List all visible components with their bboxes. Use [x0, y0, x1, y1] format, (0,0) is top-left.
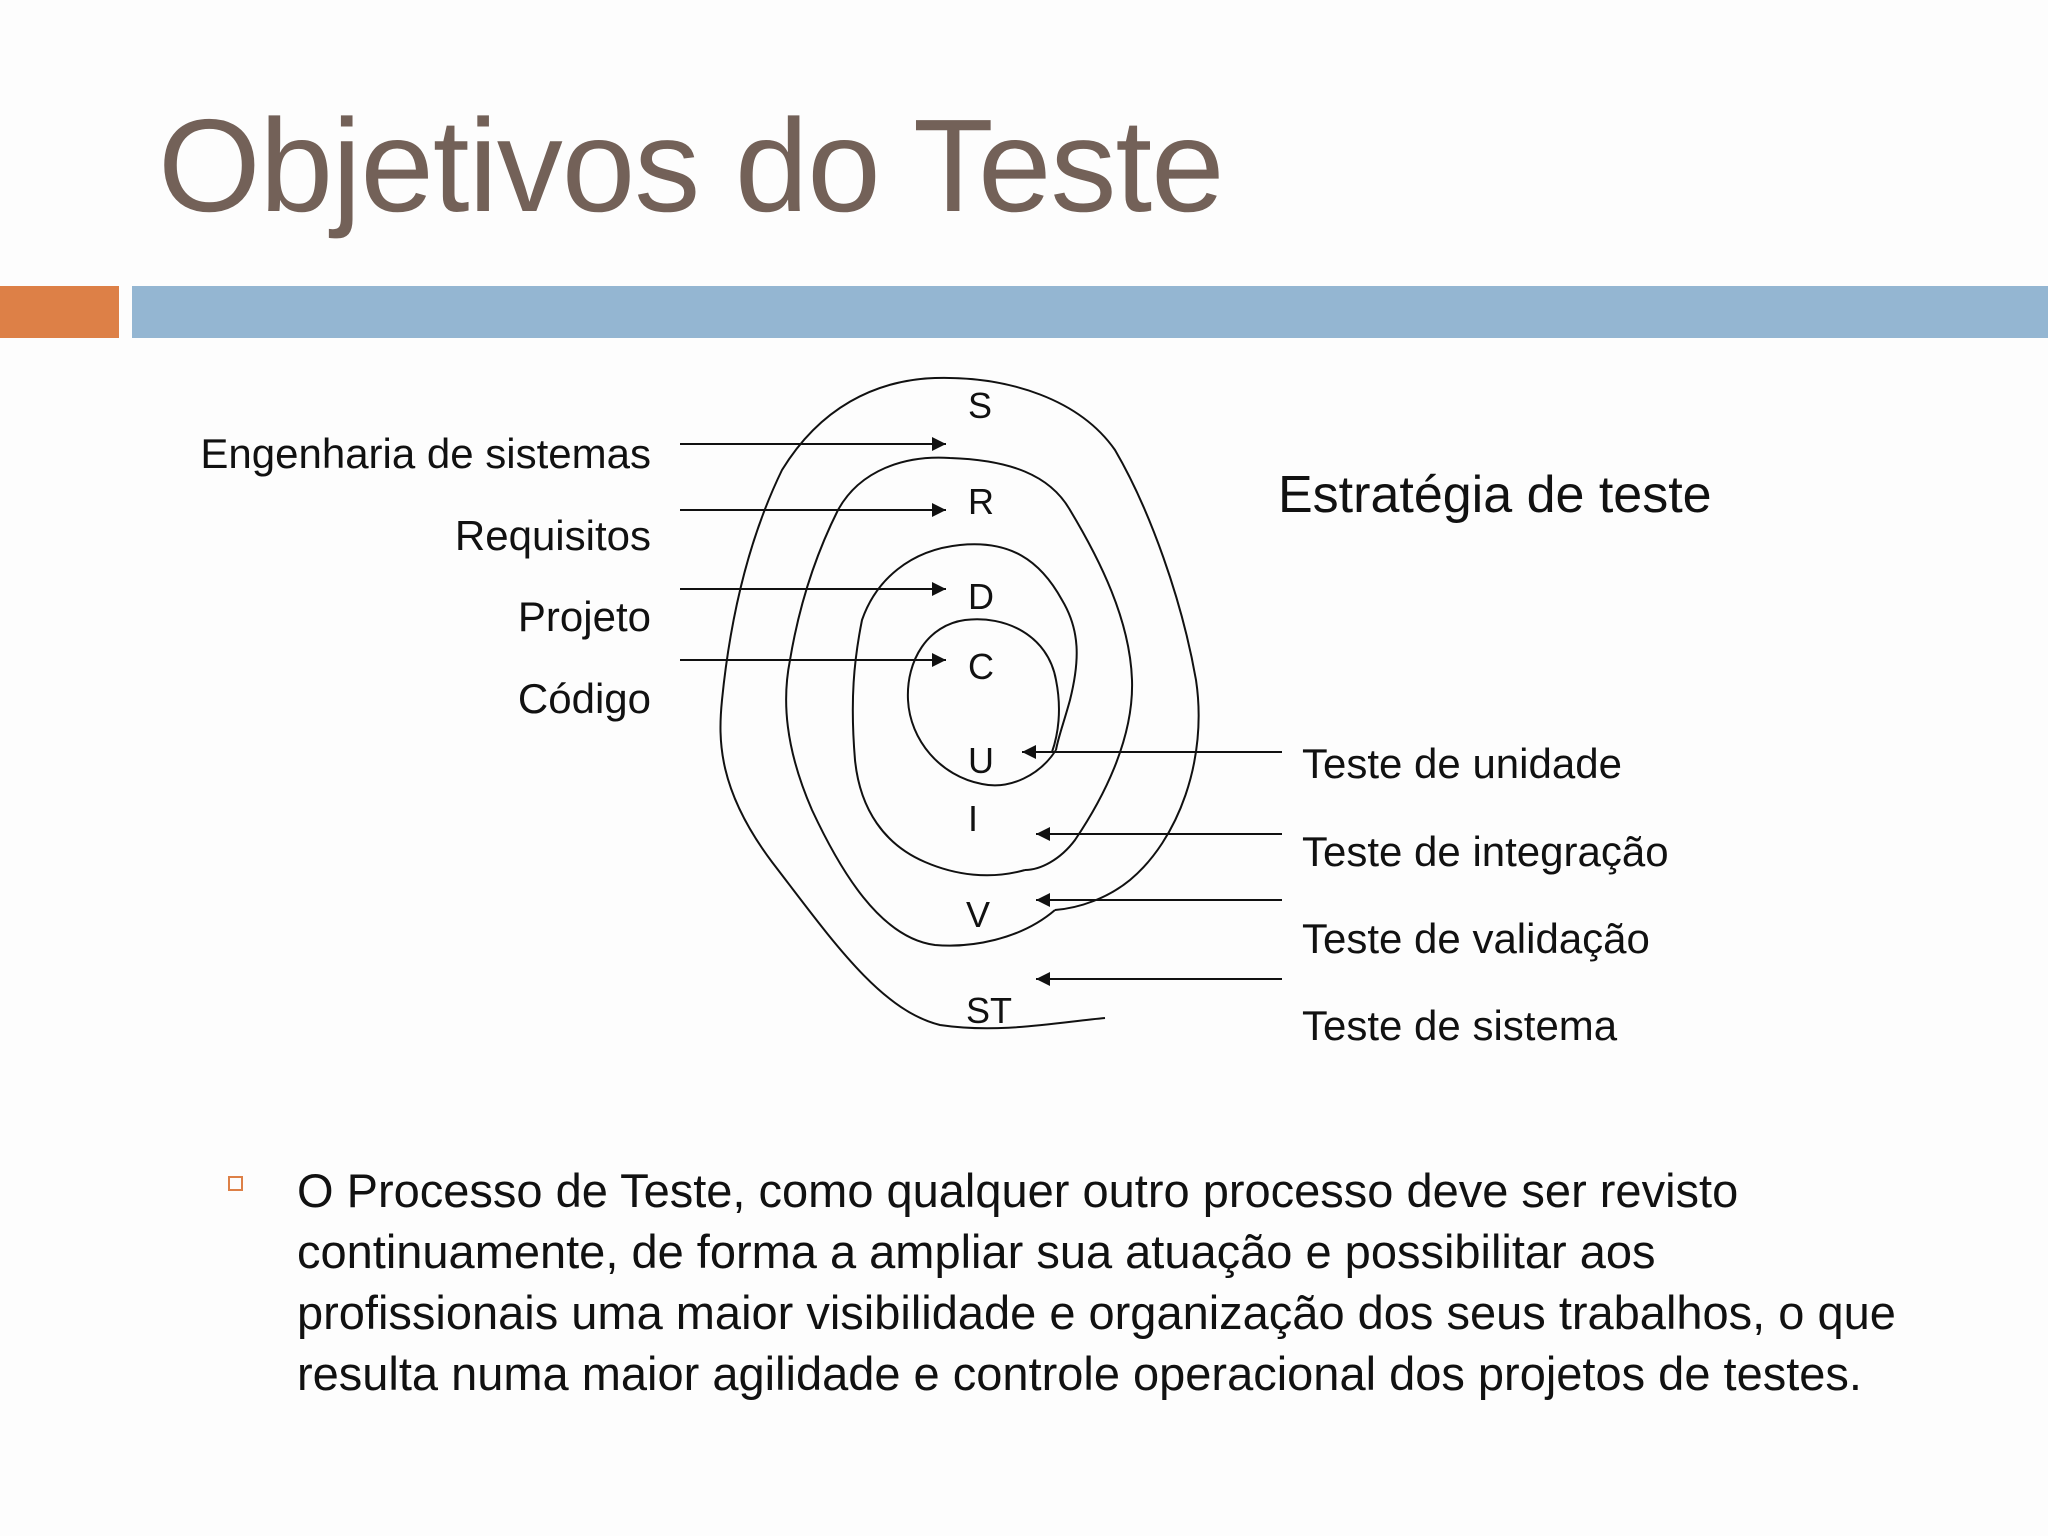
label-teste-unidade: Teste de unidade [1302, 740, 1622, 787]
letter-s: S [968, 385, 993, 426]
label-teste-validacao: Teste de validação [1302, 915, 1650, 962]
strategy-title: Estratégia de teste [1278, 466, 1712, 524]
spiral-third-loop [853, 544, 1077, 875]
slide-title: Objetivos do Teste [158, 92, 1224, 239]
label-teste-integracao: Teste de integração [1302, 828, 1669, 875]
header-bar [132, 286, 2048, 338]
test-strategy-spiral-diagram [0, 340, 2048, 1100]
label-requisitos: Requisitos [454, 512, 651, 559]
letter-r: R [968, 481, 994, 522]
letter-v: V [966, 894, 991, 935]
letter-st: ST [966, 990, 1013, 1031]
letter-d: D [968, 576, 994, 617]
label-teste-sistema: Teste de sistema [1302, 1002, 1618, 1049]
square-bullet-icon [228, 1176, 243, 1191]
bullet-text: O Processo de Teste, como qualquer outro processo deve ser revisto continuamente, de forma a ampliar sua atuação e possibilitar aos profissionais uma maior visibilidade e organização dos seus trabalhos, o que resulta numa maior agilidade e controle operacional dos projetos de testes. [297, 1164, 1896, 1400]
letter-u: U [968, 740, 994, 781]
accent-bar [0, 286, 119, 338]
label-projeto: Projeto [517, 593, 651, 640]
label-engenharia: Engenharia de sistemas [200, 430, 651, 477]
letter-c: C [968, 646, 994, 687]
letter-i: I [968, 798, 979, 839]
spiral-outer-loop [720, 378, 1198, 1028]
label-codigo: Código [517, 675, 651, 722]
